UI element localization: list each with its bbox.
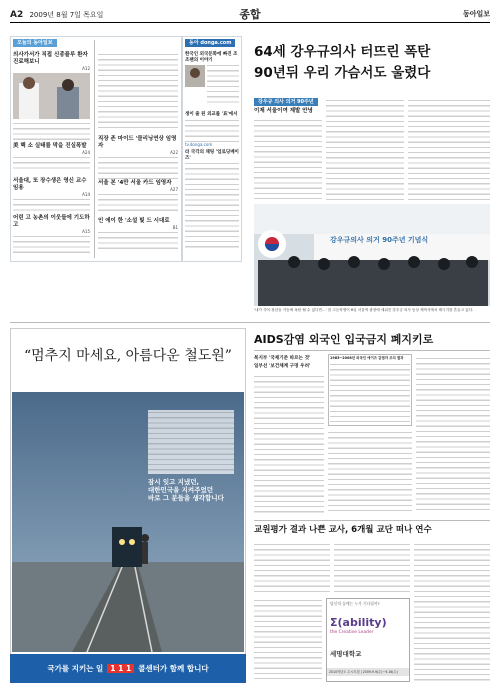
aids-sub-1: 복지부 '국제기준 따르는 것' (254, 356, 311, 361)
lead-banner-text: 강우규의사 의거 90주년 기념식 (330, 236, 429, 244)
col3-item-2-title: 생이 줄 된 외교를 '표'에서 (185, 112, 238, 117)
university-ad-school: 세명대학교 (330, 650, 362, 658)
col1-item-3-title: 서울대, 또 장수생은 영신 교수 임용 (13, 178, 87, 191)
col3-item-3[interactable] (185, 150, 239, 251)
col2-item-2-body (98, 192, 178, 212)
col3-item-2[interactable] (185, 112, 239, 147)
col2-item-1-page: A22 (170, 149, 178, 155)
aids-body-1 (254, 374, 324, 514)
col1-item-1-body (13, 121, 90, 143)
university-ad-line1: 당신의 꿈에는 누가 기다릴까? (330, 601, 380, 606)
col2-item-3-page: B1 (172, 224, 178, 230)
col1-item-1-page: A12 (82, 65, 90, 71)
aids-table-rows (330, 362, 410, 422)
university-ad-footer: 2010학년도 수시모집 | 2009.9.9(수)~9.16(수) (327, 668, 409, 676)
lead-headline-1: 64세 강우규의사 터뜨린 폭탄 (254, 44, 431, 60)
header-rule (10, 22, 490, 23)
teacher-body-below (254, 598, 322, 682)
railway-footer-text: 국가를 지키는 일 (47, 663, 104, 673)
aids-sub-2: 일부선 '보건체계 구멍 우려' (254, 364, 311, 369)
railway-ad-slogan-3: 바로 그 분들을 생각합니다 (148, 494, 224, 502)
col1-item-4-body (13, 234, 90, 254)
lead-body-2 (326, 98, 404, 200)
col1-item-4[interactable] (13, 215, 90, 254)
col2-item-3-title: 인 에이 한 '소설 빛 드 시대로 (98, 218, 170, 224)
lead-body-1 (254, 118, 322, 200)
aids-table (328, 354, 412, 426)
col2-item-1-body (98, 155, 178, 181)
section-title: 종합 (239, 8, 261, 21)
section-divider (10, 322, 490, 323)
col3-item-2-body (185, 118, 239, 142)
lead-headline-2: 90년뒤 우리 가슴서도 울렸다 (254, 65, 431, 81)
teacher-body-2 (334, 542, 410, 592)
col3-item-3-body (185, 161, 239, 251)
donga-tag: 동아 donga.com (185, 39, 235, 47)
lead-body-3 (408, 98, 490, 200)
col1-item-1-title: 의사가서가 직접 신종플루 환자 진료해보니 (13, 52, 88, 65)
col2-top-body (98, 52, 178, 130)
col2-item-2-page: A27 (170, 186, 178, 192)
university-ad-brand-big: Σ(ability) (330, 616, 387, 629)
col1-item-3-body (13, 197, 90, 213)
lead-photo-caption: '내가 죽어 청년들 가슴에 폭탄 될 수 있다면…' 한 고등학생이 6일 서울역 광장에 세워진 강우규 의사 동상 제막식에서 태극기를 흔들고 있다. (254, 308, 474, 312)
teacher-body-1 (254, 542, 330, 592)
railway-ad-footer (10, 654, 246, 683)
aids-rule (254, 350, 490, 351)
col1-item-2-title: 美 핵 소 실태를 막을 진실폭발 (13, 143, 87, 149)
brand-name: 동아일보 (462, 10, 490, 18)
col1-item-2-page: A24 (82, 149, 90, 155)
today-index-tag: 오늘의 동아일보 (13, 39, 57, 47)
university-ad-brand-suffix: the Creative Leader (330, 629, 374, 635)
railway-ad-quote: “멈추지 마세요, 아름다운 철도원” (24, 348, 232, 364)
railway-ad-slogan-2: 대한민국을 지켜주었던 (148, 486, 214, 494)
aids-body-2 (328, 430, 412, 514)
railway-footer-highlight: 콜센터가 함께 합니다 (138, 663, 209, 673)
aids-headline: AIDS감염 외국인 입국금지 폐지키로 (254, 333, 434, 346)
col2-item-2[interactable] (98, 180, 178, 212)
col2-item-2-title: 서울 본 '4만 서울 카드 임영자 (98, 180, 172, 186)
lead-photo (254, 204, 490, 306)
col3-item-3-title: 라 국각의 채팅 '업로딩베이즈' (185, 150, 239, 161)
col1-item-2[interactable] (13, 143, 90, 171)
col-divider-1 (94, 40, 95, 258)
aids-table-title: 1985~2008년 외국인 에이즈 감염자 조치 결과 (330, 356, 404, 360)
col1-item-2-body (13, 155, 90, 171)
doctor-photo (13, 73, 90, 119)
teacher-rule-top (254, 520, 490, 521)
teacher-body-3 (414, 542, 490, 682)
issue-date: 2009년 8월 7일 목요일 (29, 11, 104, 19)
railway-footer-number: 1 1 1 (107, 664, 134, 673)
col2-item-1[interactable] (98, 136, 178, 181)
teacher-headline: 교원평가 결과 나쁜 교사, 6개월 교단 떠나 연수 (254, 525, 432, 535)
col2-item-3[interactable] (98, 218, 178, 252)
col2-item-1-title: 직장 존 마이드 '클리닝연상 임영자 (98, 136, 177, 149)
col3-item-1-body (207, 63, 239, 103)
donga-photo-1 (185, 65, 205, 87)
col1-item-1[interactable] (13, 52, 90, 143)
col1-item-4-page: A15 (82, 228, 90, 234)
aids-body-3 (416, 356, 490, 514)
col3-item-1-title: 한국인 외국문화에 빠진 조조팬의 이야기 (185, 52, 238, 63)
railway-ad-slogan-1: 잠시 잊고 지냈던, (148, 478, 199, 486)
col1-item-3[interactable] (13, 178, 90, 213)
lead-tag: 강우규 의사 의거 90주년 (254, 98, 318, 106)
university-ad-brand (330, 616, 410, 635)
col1-item-4-title: 어린 고 농촌의 이웃들에 기도하고 (13, 215, 90, 228)
railway-ad-slogan (148, 478, 240, 502)
col3-item-1[interactable] (185, 52, 239, 103)
railway-ad-body (148, 410, 234, 474)
col1-item-3-page: A14 (82, 191, 90, 197)
donga-url[interactable]: tv.donga.com (185, 141, 213, 147)
page-number: A2 (10, 10, 24, 20)
lead-sub: 이제 서울이여 제발 안녕 (254, 108, 313, 114)
col2-item-3-body (98, 230, 178, 252)
